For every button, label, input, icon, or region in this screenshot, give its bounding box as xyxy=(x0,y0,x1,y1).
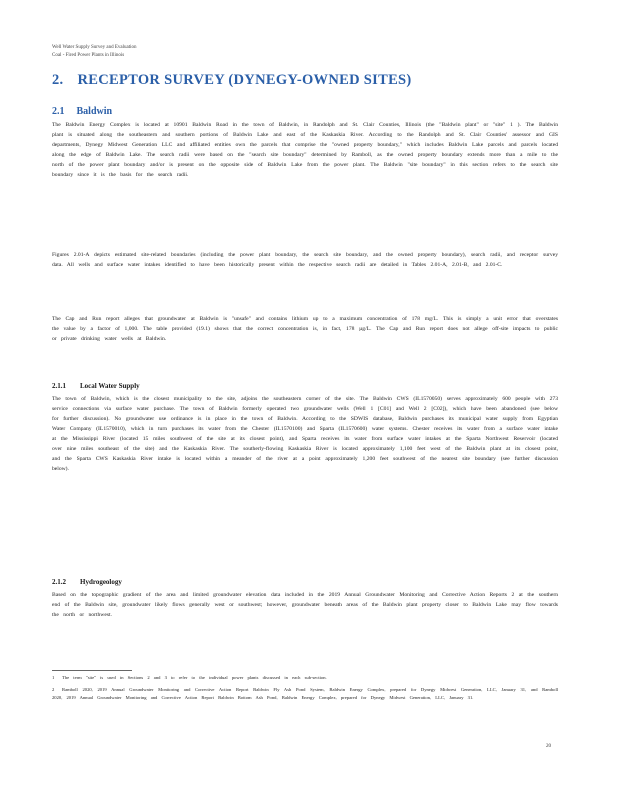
paragraph-site-description: The Baldwin Energy Complex is located at 10901 Baldwin Road in the town of Baldwin, in Randolph and St. Clair Counties, Illinois (the "Baldwin plant" or "site" 1 ). The Baldwin plant is situated along the southeastern and southern portions of Baldwin Lake and east of the Kaskaskia River. According to the Randolph and St. Clair Counties' assessor and GIS departments, Dynegy Midwest Generation LLC and affiliated entities own the parcels that comprise the "owned property boundary," which includes Baldwin Lake parcels and parcels located along the edge of Baldwin Lake. The search radii were based on the "search site boundary" determined by Ramboll, as the owned property boundary extends more than a mile to the north of the power plant boundary and/or is present on the opposite side of Baldwin Lake from the power plant. The Baldwin "site boundary" in this section refers to the search site boundary since it is the basis for the search radii. xyxy=(52,122,558,178)
footnote-divider xyxy=(52,670,132,671)
footnote-1-text: The term "site" is used in Sections 2 and 3 to refer to the individual power plants discussed in each sub-section. xyxy=(62,675,327,680)
hydrogeology-title: Hydrogeology xyxy=(80,578,122,586)
subsection-heading xyxy=(52,106,112,117)
header-line-1: Well Water Supply Survey and Evaluation xyxy=(52,45,137,50)
hydrogeology-number: 2.1.2 xyxy=(52,578,66,586)
local-water-number: 2.1.1 xyxy=(52,382,66,390)
section-title: RECEPTOR SURVEY (DYNEGY-OWNED SITES) xyxy=(77,72,412,88)
paragraph-hydrogeology: Based on the topographic gradient of the area and limited groundwater elevation data included in the 2019 Annual Groundwater Monitoring and Corrective Action Reports 2 at the southern end of the Baldwin site, groundwater likely flows generally west or southwest; however, groundwater beneath areas of the Baldwin plant property closer to Baldwin Lake may flow towards the north or northwest. xyxy=(52,592,558,618)
subsection-number: 2.1 xyxy=(52,106,65,117)
paragraph-cap-and-run: The Cap and Run report alleges that groundwater at Baldwin is "unsafe" and contains lithium up to a maximum concentration of 178 mg/L. This is simply a unit error that overstates the value by a factor of 1,000. The table provided (19.1) shows that the correct concentration is, in fact, 178 µg/L. The Cap and Run report does not allege off-site impacts to public or private drinking water wells at Baldwin. xyxy=(52,316,558,342)
section-heading xyxy=(52,72,412,89)
footnote-1-mark: 1 xyxy=(52,675,55,680)
paragraph-local-water: The town of Baldwin, which is the closest municipality to the site, adjoins the southeastern corner of the site. The Baldwin CWS (IL1570050) serves approximately 600 people with 273 service connections via surface water purchase. The town of Baldwin formerly operated two groundwater wells (Well 1 [C01] and Well 2 [C02]), which have been abandoned (see below for further discussion). No groundwater use ordinance is in place in the town of Baldwin. According to the SDWIS database, Baldwin purchases its municipal water supply from Egyptian Water Company (IL1570010), which in turn purchases its water from the Chester (IL1570100) and Sparta (IL1570600) water systems. Chester receives its water from a surface water intake at the Mississippi River (located 15 miles southwest of the site at its closest point), and Sparta receives its water from surface water intakes at the Sparta Northwest Reservoir (located over nine miles southeast of the site) and the Kaskaskia River. The southerly-flowing Kaskaskia River is located approximately 1,100 feet west of the Baldwin plant at its closest point, and the Sparta CWS Kaskaskia River intake is located within a meander of the river at a point approximately 1,200 feet southwest of the nearest site boundary (see further discussion below). xyxy=(52,396,558,472)
footnote-2-mark: 2 xyxy=(52,687,55,692)
header-line-2: Coal - Fired Power Plants in Illinois xyxy=(52,53,125,58)
local-water-title: Local Water Supply xyxy=(80,382,140,390)
subsection-title: Baldwin xyxy=(76,106,113,117)
local-water-heading xyxy=(52,382,140,390)
page-number: 20 xyxy=(546,744,551,749)
footnote-2 xyxy=(52,686,558,702)
footnote-2-text: Ramboll 2020, 2019 Annual Groundwater Monitoring and Corrective Action Report Baldwin Fly Ash Pond System, Baldwin Energy Complex, prepared for Dynegy Midwest Generation, LLC, January 31, and Ramboll 2020, 2019 Annual Groundwater Monitoring and Corrective Action Report Baldwin Bottom Ash Pond, Baldwin Energy Complex, prepared for Dynegy Midwest Generation, LLC, January 31. xyxy=(52,687,558,700)
running-header xyxy=(52,44,312,60)
footnote-1 xyxy=(52,674,558,682)
hydrogeology-heading xyxy=(52,578,122,586)
paragraph-figures-tables: Figures 2.01-A depicts estimated site-related boundaries (including the power plant boundary, the search site boundary, and the owned property boundary), search radii, and receptor survey data. All wells and surface water intakes identified to have been historically present within the respective search radii are detailed in Tables 2.01-A, 2.01-B, and 2.01-C. xyxy=(52,252,558,268)
section-number: 2. xyxy=(52,72,64,88)
